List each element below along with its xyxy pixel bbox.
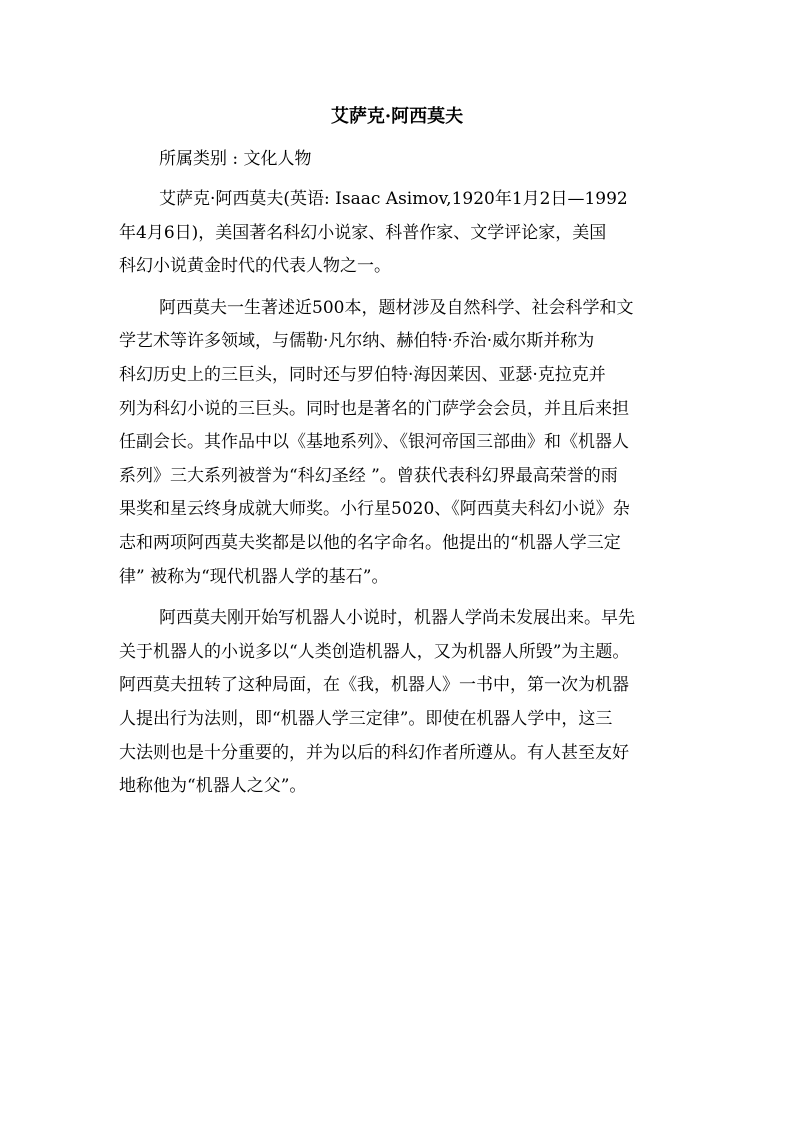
text-line: 阿西莫夫扭转了这种局面，在《我，机器人》一书中，第一次为机器 [119, 675, 629, 696]
text-line: 果奖和星云终身成就大师奖。小行星5020、《阿西莫夫科幻小说》杂 [119, 499, 630, 520]
text-line: 科幻小说黄金时代的代表人物之一。 [119, 256, 391, 277]
paragraph [119, 183, 679, 284]
text-line: 艾萨克·阿西莫夫(英语: Isaac Asimov,1920年1月2日—1992 [159, 189, 628, 209]
document-title: 艾萨克·阿西莫夫 [330, 106, 464, 127]
text-line: 列为科幻小说的三巨头。同时也是著名的门萨学会会员，并且后来担 [119, 398, 629, 419]
text-line: 系列》三大系列被誉为“科幻圣经 ”。曾获代表科幻界最高荣誉的雨 [119, 465, 618, 486]
text-line: 律” 被称为“现代机器人学的基石”。 [119, 566, 389, 587]
text-line: 年4月6日)，美国著名科幻小说家、科普作家、文学评论家，美国 [119, 222, 607, 243]
text-line: 大法则也是十分重要的，并为以后的科幻作者所遵从。有人甚至友好 [119, 742, 629, 763]
text-line: 科幻历史上的三巨头，同时还与罗伯特·海因莱因、亚瑟·克拉克并 [119, 364, 606, 385]
text-line: 关于机器人的小说多以“人类创造机器人，又为机器人所毁”为主题。 [119, 641, 630, 662]
document-body [119, 183, 679, 812]
text-line: 任副会长。其作品中以《基地系列》、《银河帝国三部曲》和《机器人 [119, 432, 629, 453]
paragraph [119, 292, 679, 594]
text-line: 阿西莫夫刚开始写机器人小说时，机器人学尚未发展出来。早先 [159, 608, 635, 629]
text-line: 阿西莫夫一生著述近500本，题材涉及自然科学、社会科学和文 [159, 297, 634, 318]
text-line: 地称他为“机器人之父”。 [119, 776, 307, 797]
category-line: 所属类别 : 文化人物 [159, 149, 312, 169]
text-line: 人提出行为法则，即“机器人学三定律”。即使在机器人学中，这三 [119, 708, 613, 729]
text-line: 学艺术等许多领域，与儒勒·凡尔纳、赫伯特·乔治·威尔斯并称为 [119, 331, 595, 352]
paragraph [119, 602, 679, 804]
text-line: 志和两项阿西莫夫奖都是以他的名字命名。他提出的“机器人学三定 [119, 532, 621, 553]
